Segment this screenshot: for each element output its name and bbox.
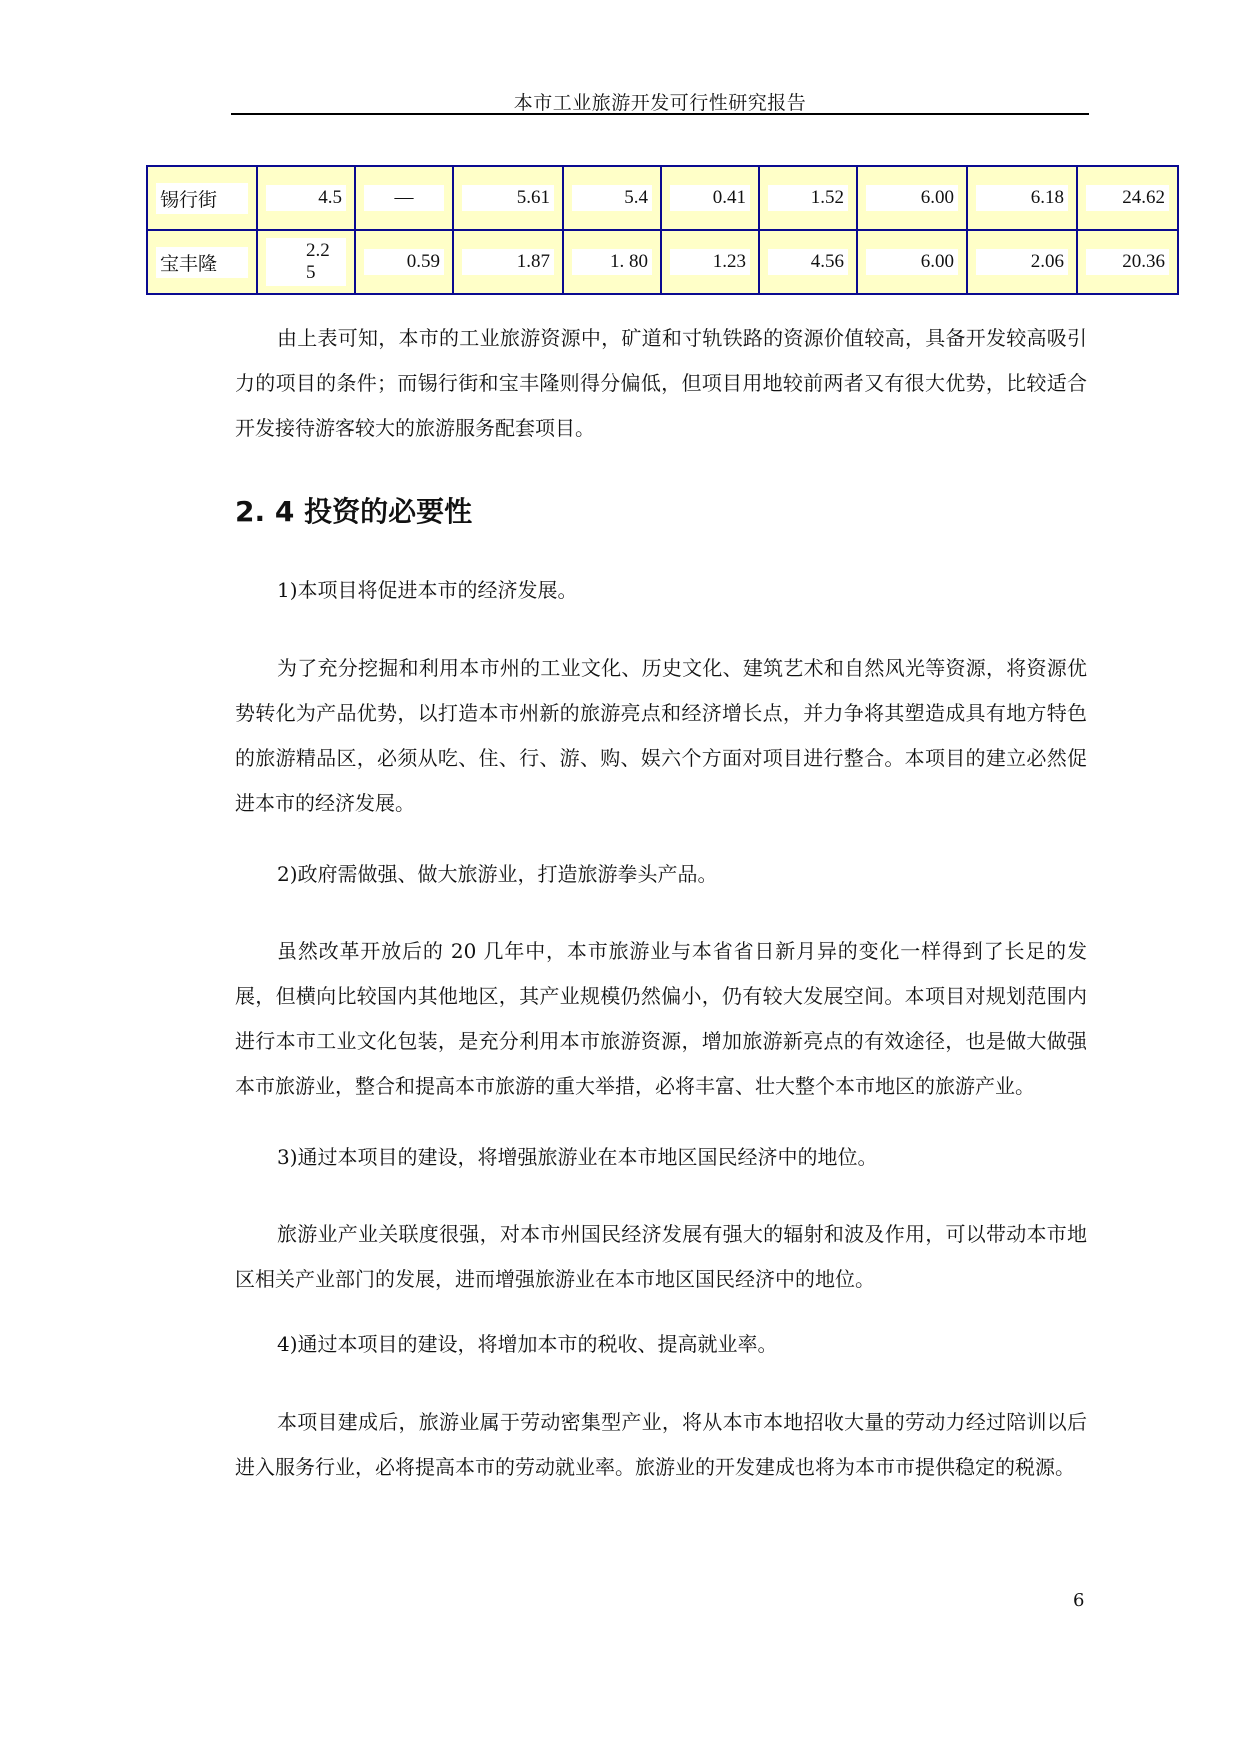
- list-item: 1)本项目将促进本市的经济发展。: [277, 578, 578, 602]
- table-cell: 20.36: [1086, 249, 1169, 275]
- table-cell: 6.00: [866, 185, 958, 211]
- table-row: [147, 166, 1178, 230]
- table-cell: 4.56: [768, 249, 848, 275]
- table-cell: 6.00: [866, 249, 958, 275]
- table-cell: 0.41: [670, 185, 750, 211]
- list-item: 2)政府需做强、做大旅游业，打造旅游拳头产品。: [277, 862, 718, 886]
- paragraph-table-summary: 由上表可知，本市的工业旅游资源中，矿道和寸轨铁路的资源价值较高，具备开发较高吸引力的项目的条件；而锡行街和宝丰隆则得分偏低，但项目用地较前两者又有很大优势，比较适合开发接待游客较大的旅游服务配套项目。: [235, 326, 1087, 440]
- row-name-cell: 锡行街: [156, 183, 248, 214]
- table-row: [147, 230, 1178, 294]
- paragraph-industry-scale: 虽然改革开放后的 20 几年中，本市旅游业与本省省日新月异的变化一样得到了长足的发展，但横向比较国内其他地区，其产业规模仍然偏小，仍有较大发展空间。本项目对规划范围内进行本市工业文化包装，是充分利用本市旅游资源，增加旅游新亮点的有效途径，也是做大做强本市旅游业，整合和提高本市旅游的重大举措，必将丰富、壮大整个本市地区的旅游产业。: [235, 939, 1087, 1098]
- table-cell: 24.62: [1086, 185, 1169, 211]
- table-cell: 1. 80: [572, 249, 652, 275]
- row-name-cell: 宝丰隆: [156, 247, 248, 278]
- page-number: 6: [1073, 1590, 1085, 1611]
- resource-score-table: [146, 165, 1179, 295]
- section-title: 2. 4 投资的必要性: [235, 495, 473, 528]
- table-cell: 5.4: [572, 185, 652, 211]
- table-cell: 1.23: [670, 249, 750, 275]
- table-cell: 2.2 5: [266, 238, 346, 286]
- table-cell: 0.59: [364, 249, 444, 275]
- list-item: 3)通过本项目的建设，将增强旅游业在本市地区国民经济中的地位。: [277, 1145, 878, 1169]
- page-header-title: 本市工业旅游开发可行性研究报告: [513, 92, 807, 114]
- list-item: 4)通过本项目的建设，将增加本市的税收、提高就业率。: [277, 1332, 778, 1356]
- table-cell: —: [364, 185, 444, 211]
- table-cell: 6.18: [976, 185, 1068, 211]
- table-cell: 5.61: [462, 185, 554, 211]
- paragraph-economic-development: 为了充分挖掘和利用本市州的工业文化、历史文化、建筑艺术和自然风光等资源，将资源优势转化为产品优势，以打造本市州新的旅游亮点和经济增长点，并力争将其塑造成具有地方特色的旅游精品区，必须从吃、住、行、游、购、娱六个方面对项目进行整合。本项目的建立必然促进本市的经济发展。: [235, 656, 1087, 815]
- table-cell: 1.87: [462, 249, 554, 275]
- paragraph-industry-linkage: 旅游业产业关联度很强，对本市州国民经济发展有强大的辐射和波及作用，可以带动本市地区相关产业部门的发展，进而增强旅游业在本市地区国民经济中的地位。: [235, 1222, 1087, 1291]
- header-rule: [231, 113, 1089, 115]
- table-cell: 1.52: [768, 185, 848, 211]
- paragraph-employment: 本项目建成后，旅游业属于劳动密集型产业，将从本市本地招收大量的劳动力经过陪训以后进入服务行业，必将提高本市的劳动就业率。旅游业的开发建成也将为本市市提供稳定的税源。: [235, 1410, 1087, 1479]
- table-cell: 4.5: [266, 185, 346, 211]
- table-cell: 2.06: [976, 249, 1068, 275]
